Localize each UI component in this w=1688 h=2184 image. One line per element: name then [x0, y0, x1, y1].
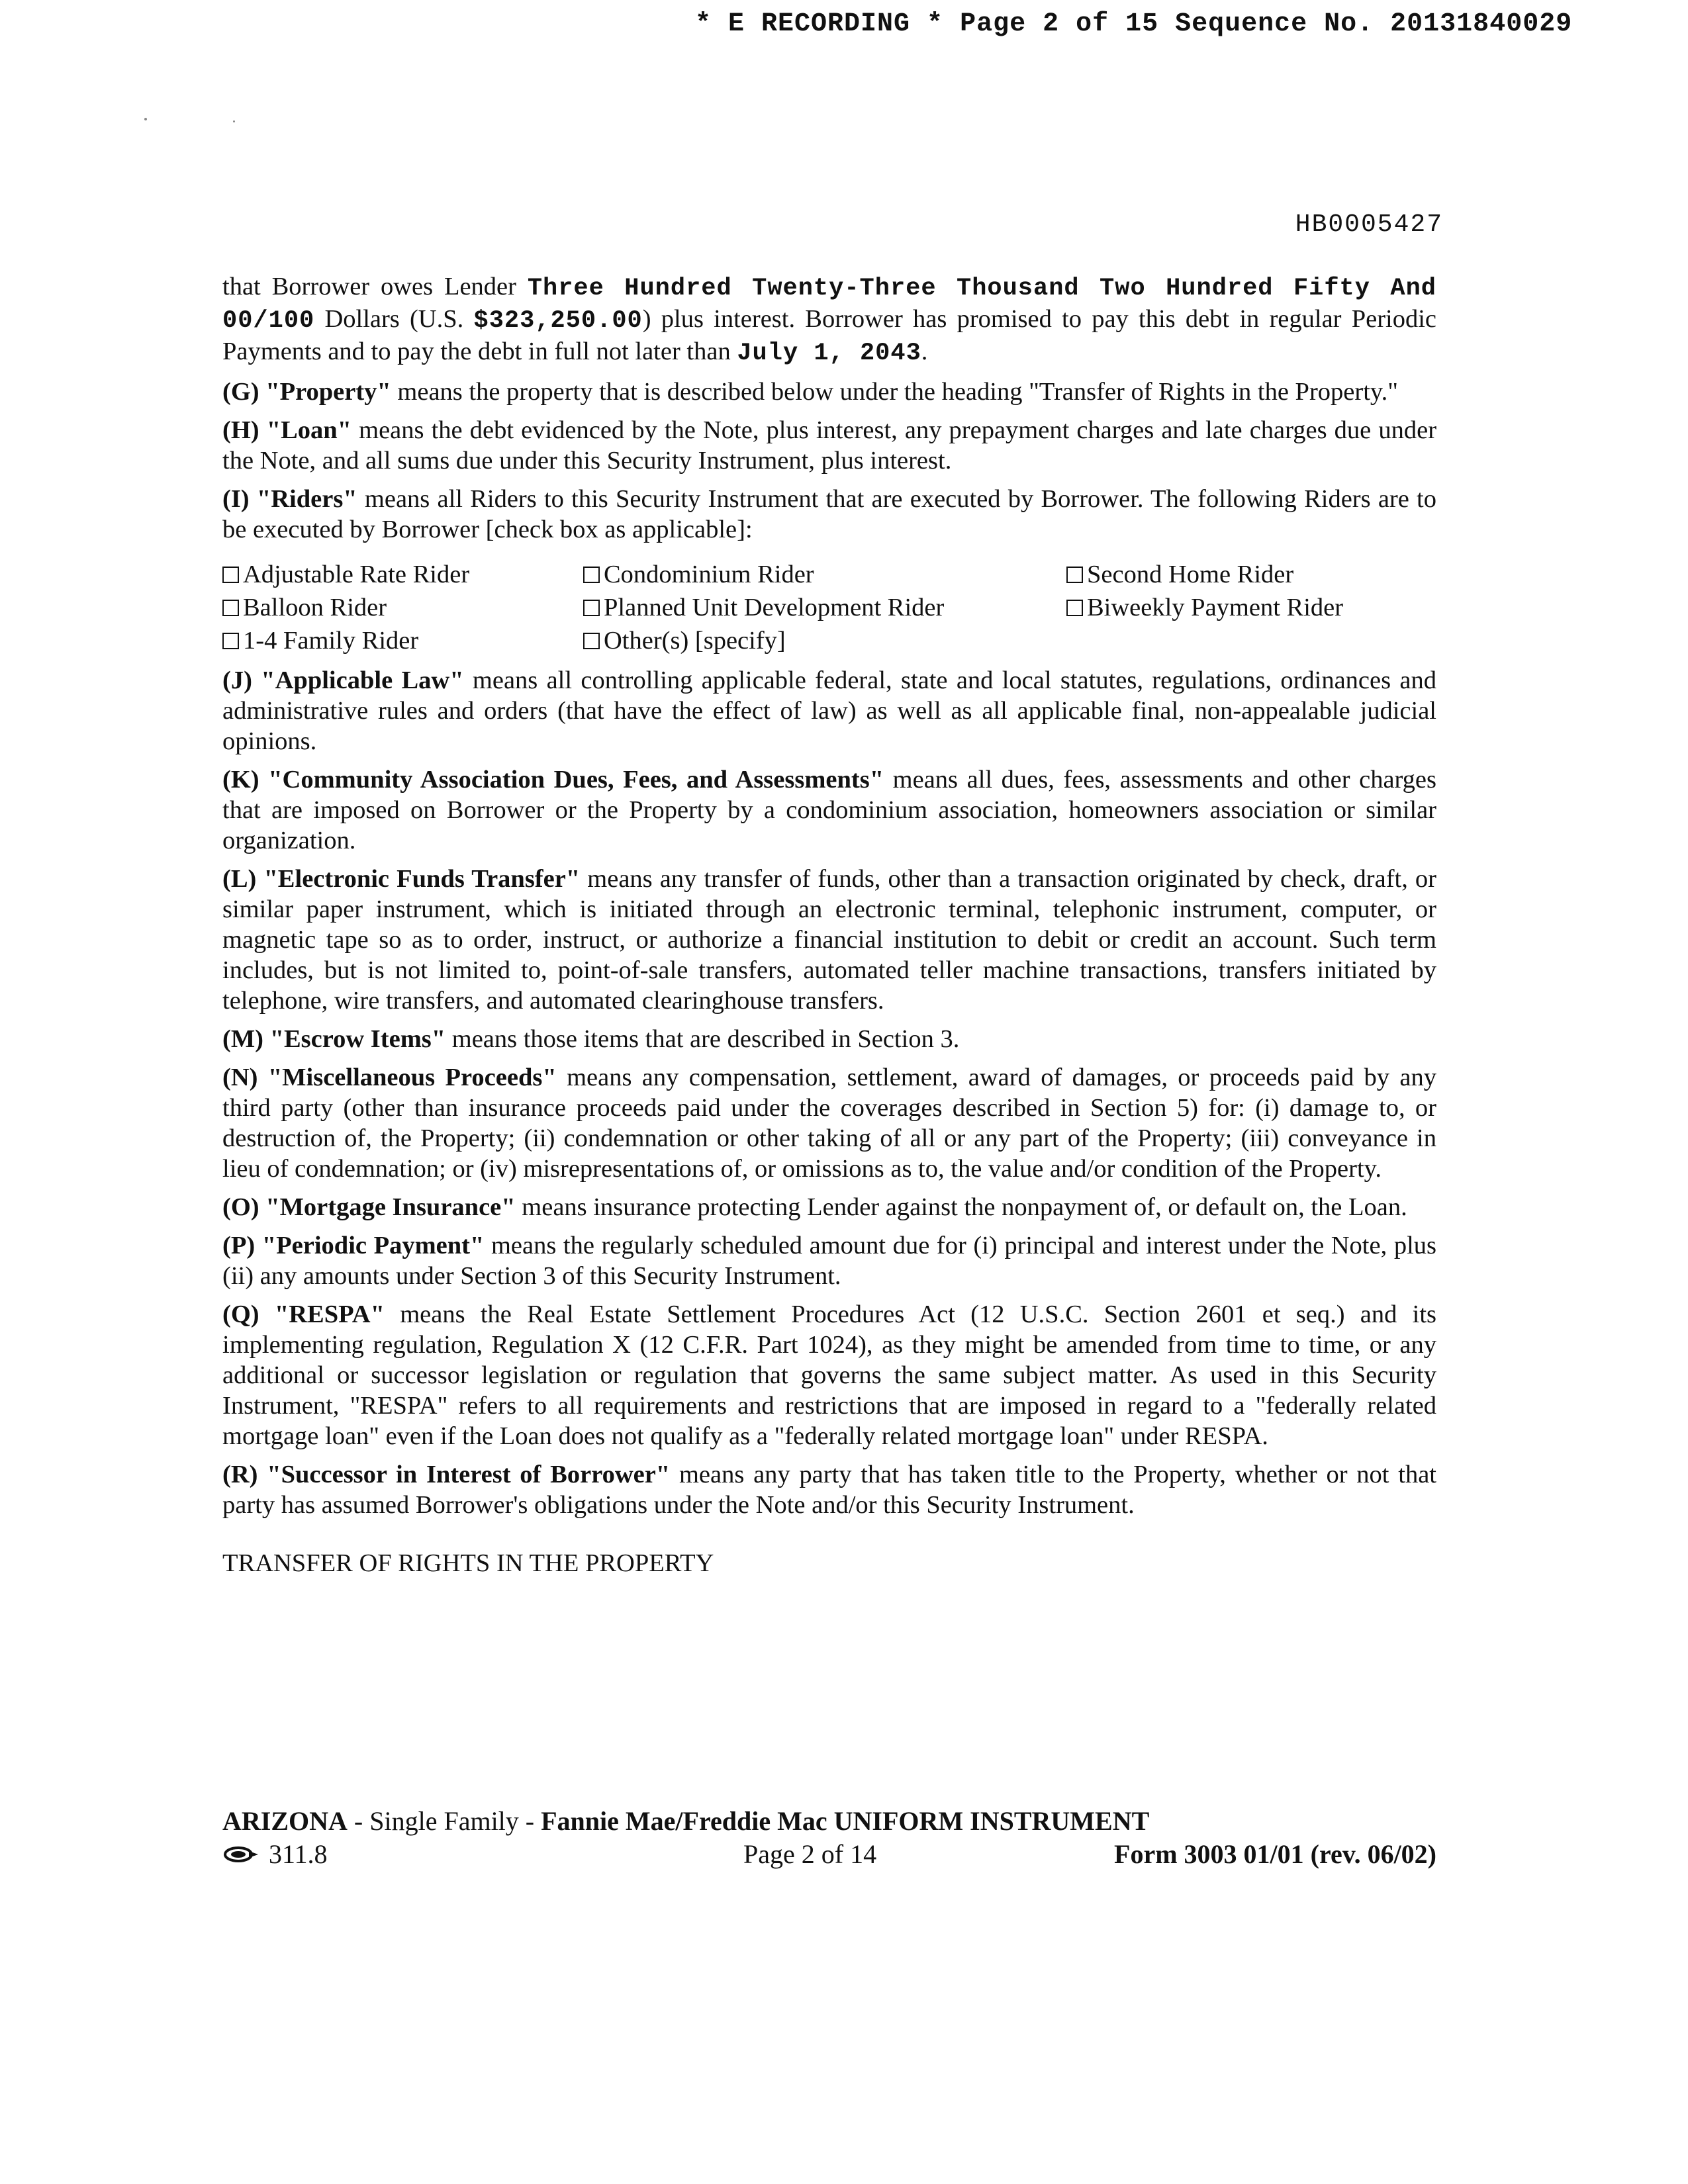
definition-term: "Periodic Payment" — [261, 1232, 485, 1259]
loan-amount-words: Three Hundred Twenty-Three Thousand Two Hundred Fifty And 00/100 — [222, 275, 1436, 335]
rider-planned-unit-development[interactable] — [583, 592, 1066, 623]
scan-speck — [144, 118, 147, 120]
intro-text: . — [921, 338, 928, 365]
rider-label: Other(s) [specify] — [604, 627, 786, 655]
rider-label: Planned Unit Development Rider — [604, 594, 945, 621]
checkbox-icon[interactable] — [222, 567, 239, 583]
definition-text: means insurance protecting Lender against the nonpayment of, or default on, the Loan. — [515, 1193, 1407, 1221]
definition-label: (O) — [222, 1193, 259, 1221]
definition-q — [222, 1299, 1436, 1451]
definition-text: means any transfer of funds, other than a transaction originated by check, draft, or similar paper instrument, which is initiated through an electronic terminal, telephonic instrument, computer, or magnetic tape so as to order, instruct, or authorize a financial institution to debit or credit an account. Such term includes, but is not limited to, point-of-sale transfers, automated teller machine transactions, transfers initiated by telephone, wire transfers, and automated clearinghouse transfers. — [222, 865, 1437, 1015]
rider-label: Balloon Rider — [243, 594, 387, 621]
definition-term: "Miscellaneous Proceeds" — [267, 1064, 557, 1091]
intro-paragraph — [222, 271, 1436, 369]
definition-p — [222, 1230, 1436, 1291]
definition-label: (R) — [222, 1461, 258, 1488]
definition-label: (Q) — [222, 1300, 259, 1328]
rider-label: Biweekly Payment Rider — [1087, 594, 1344, 621]
definition-text: means the Real Estate Settlement Procedures Act (12 U.S.C. Section 2601 et seq.) and its implementing regulation, Regulation X (12 C.F.R. Part 1024), as they might be amended from time to time, or any additional or successor legislation or regulation that governs the same subject matter. As used in this Security Instrument, "RESPA" refers to all requirements and restrictions that are imposed in regard to a "federally related mortgage loan" even if the Loan does not qualify as a "federally related mortgage loan" under RESPA. — [222, 1300, 1437, 1450]
definition-label: (M) — [222, 1025, 263, 1053]
definition-text: means any compensation, settlement, award of damages, or proceeds paid by any third party (other than insurance proceeds paid under the coverages described in Section 5) for: (i) damage to, or destruction of, the Property; (ii) condemnation or other taking of all or any part of the Property; (iii) conveyance in lieu of condemnation; or (iv) misrepresentations of, or omissions as to, the value and/or condition of the Property. — [222, 1064, 1436, 1183]
footer-form-code: 311.8 — [269, 1839, 328, 1869]
definition-text: means the property that is described below under the heading "Transfer of Rights in the Property." — [391, 378, 1398, 406]
rider-condominium[interactable] — [583, 559, 1066, 590]
rider-label: Adjustable Rate Rider — [243, 561, 470, 588]
definition-text: means all dues, fees, assessments and other charges that are imposed on Borrower or the Property by a condominium association, homeowners association or similar organization. — [222, 766, 1437, 854]
checkbox-icon[interactable] — [222, 600, 239, 616]
vmp-logo-icon — [222, 1844, 259, 1864]
definition-term: "Applicable Law" — [261, 666, 464, 694]
checkbox-icon[interactable] — [1066, 567, 1083, 583]
rider-balloon[interactable] — [222, 592, 583, 623]
document-body — [222, 271, 1436, 1586]
definition-text: means any party that has taken title to the Property, whether or not that party has assumed Borrower's obligations under the Note and/or this Security Instrument. — [222, 1461, 1436, 1519]
definition-i — [222, 484, 1436, 545]
form-footer — [222, 1805, 1436, 1871]
definition-n — [222, 1062, 1436, 1184]
rider-adjustable-rate[interactable] — [222, 559, 583, 590]
checkbox-icon[interactable] — [583, 600, 600, 616]
intro-text: ) plus interest. Borrower has promised to pay this debt in regular Periodic Payments and to pay the debt in full not later than — [222, 305, 1437, 365]
definition-text: means those items that are described in Section 3. — [445, 1025, 960, 1053]
rider-second-home[interactable] — [1066, 559, 1436, 590]
rider-1-4-family[interactable] — [222, 625, 583, 656]
definition-term: "Riders" — [256, 485, 357, 513]
checkbox-icon[interactable] — [1066, 600, 1083, 616]
intro-text: Dollars (U.S. — [314, 305, 474, 333]
section-heading: TRANSFER OF RIGHTS IN THE PROPERTY — [222, 1549, 714, 1577]
rider-label: Second Home Rider — [1087, 561, 1294, 588]
definition-label: (J) — [222, 666, 252, 694]
definition-label: (L) — [222, 865, 257, 893]
definition-text: means the debt evidenced by the Note, plus interest, any prepayment charges and late charges due under the Note, and all sums due under this Security Instrument, plus interest. — [222, 416, 1437, 475]
recording-header: * E RECORDING * Page 2 of 15 Sequence No. 20131840029 — [695, 9, 1573, 39]
definition-term: "Mortgage Insurance" — [265, 1193, 516, 1221]
footer-meta — [222, 1838, 1436, 1871]
checkbox-icon[interactable] — [583, 567, 600, 583]
intro-text: that Borrower owes Lender — [222, 273, 528, 300]
definition-label: (K) — [222, 766, 259, 794]
maturity-date: July 1, 2043 — [737, 340, 921, 367]
definition-l — [222, 864, 1436, 1016]
definition-text: means all controlling applicable federal, state and local statutes, regulations, ordinances and administrative rules and orders (that have the effect of law) as well as all applicable final, non-appealable judicial opinions. — [222, 666, 1436, 755]
definition-label: (N) — [222, 1064, 258, 1091]
definition-term: "RESPA" — [274, 1300, 385, 1328]
definition-term: "Loan" — [266, 416, 352, 444]
checkbox-icon[interactable] — [583, 633, 600, 649]
definition-h — [222, 415, 1436, 476]
footer-text: - Single Family - — [347, 1806, 541, 1836]
rider-biweekly-payment[interactable] — [1066, 592, 1436, 623]
definition-r — [222, 1459, 1436, 1520]
definition-k — [222, 764, 1436, 856]
definition-o — [222, 1192, 1436, 1222]
rider-label: Condominium Rider — [604, 561, 814, 588]
definition-j — [222, 665, 1436, 756]
footer-form-number: Form 3003 01/01 (rev. 06/02) — [1114, 1839, 1436, 1869]
loan-amount-figures: $323,250.00 — [473, 307, 643, 335]
definition-g — [222, 377, 1436, 407]
definition-label: (G) — [222, 378, 259, 406]
definition-term: "Electronic Funds Transfer" — [263, 865, 581, 893]
definition-term: "Community Association Dues, Fees, and Assessments" — [268, 766, 884, 794]
definition-label: (I) — [222, 485, 250, 513]
definition-term: "Successor in Interest of Borrower" — [267, 1461, 671, 1488]
definition-text: means the regularly scheduled amount due for (i) principal and interest under the Note, plus (ii) any amounts under Section 3 of this Security Instrument. — [222, 1232, 1436, 1290]
definition-label: (P) — [222, 1232, 256, 1259]
footer-uniform: Fannie Mae/Freddie Mac UNIFORM INSTRUMENT — [541, 1806, 1150, 1836]
loan-number: HB0005427 — [1295, 210, 1443, 239]
footer-title — [222, 1805, 1436, 1838]
definition-text: means all Riders to this Security Instrument that are executed by Borrower. The following Riders are to be executed by Borrower [check box as applicable]: — [222, 485, 1436, 543]
definition-m — [222, 1024, 1436, 1054]
rider-other[interactable] — [583, 625, 1066, 656]
definition-term: "Escrow Items" — [269, 1025, 446, 1053]
riders-checklist — [222, 559, 1436, 656]
scan-speck — [233, 120, 235, 122]
footer-form-code-group — [222, 1838, 328, 1871]
definition-term: "Property" — [265, 378, 391, 406]
footer-page-number: Page 2 of 14 — [743, 1839, 877, 1869]
rider-label: 1-4 Family Rider — [243, 627, 419, 655]
definition-label: (H) — [222, 416, 259, 444]
footer-state: ARIZONA — [222, 1806, 348, 1836]
checkbox-icon[interactable] — [222, 633, 239, 649]
